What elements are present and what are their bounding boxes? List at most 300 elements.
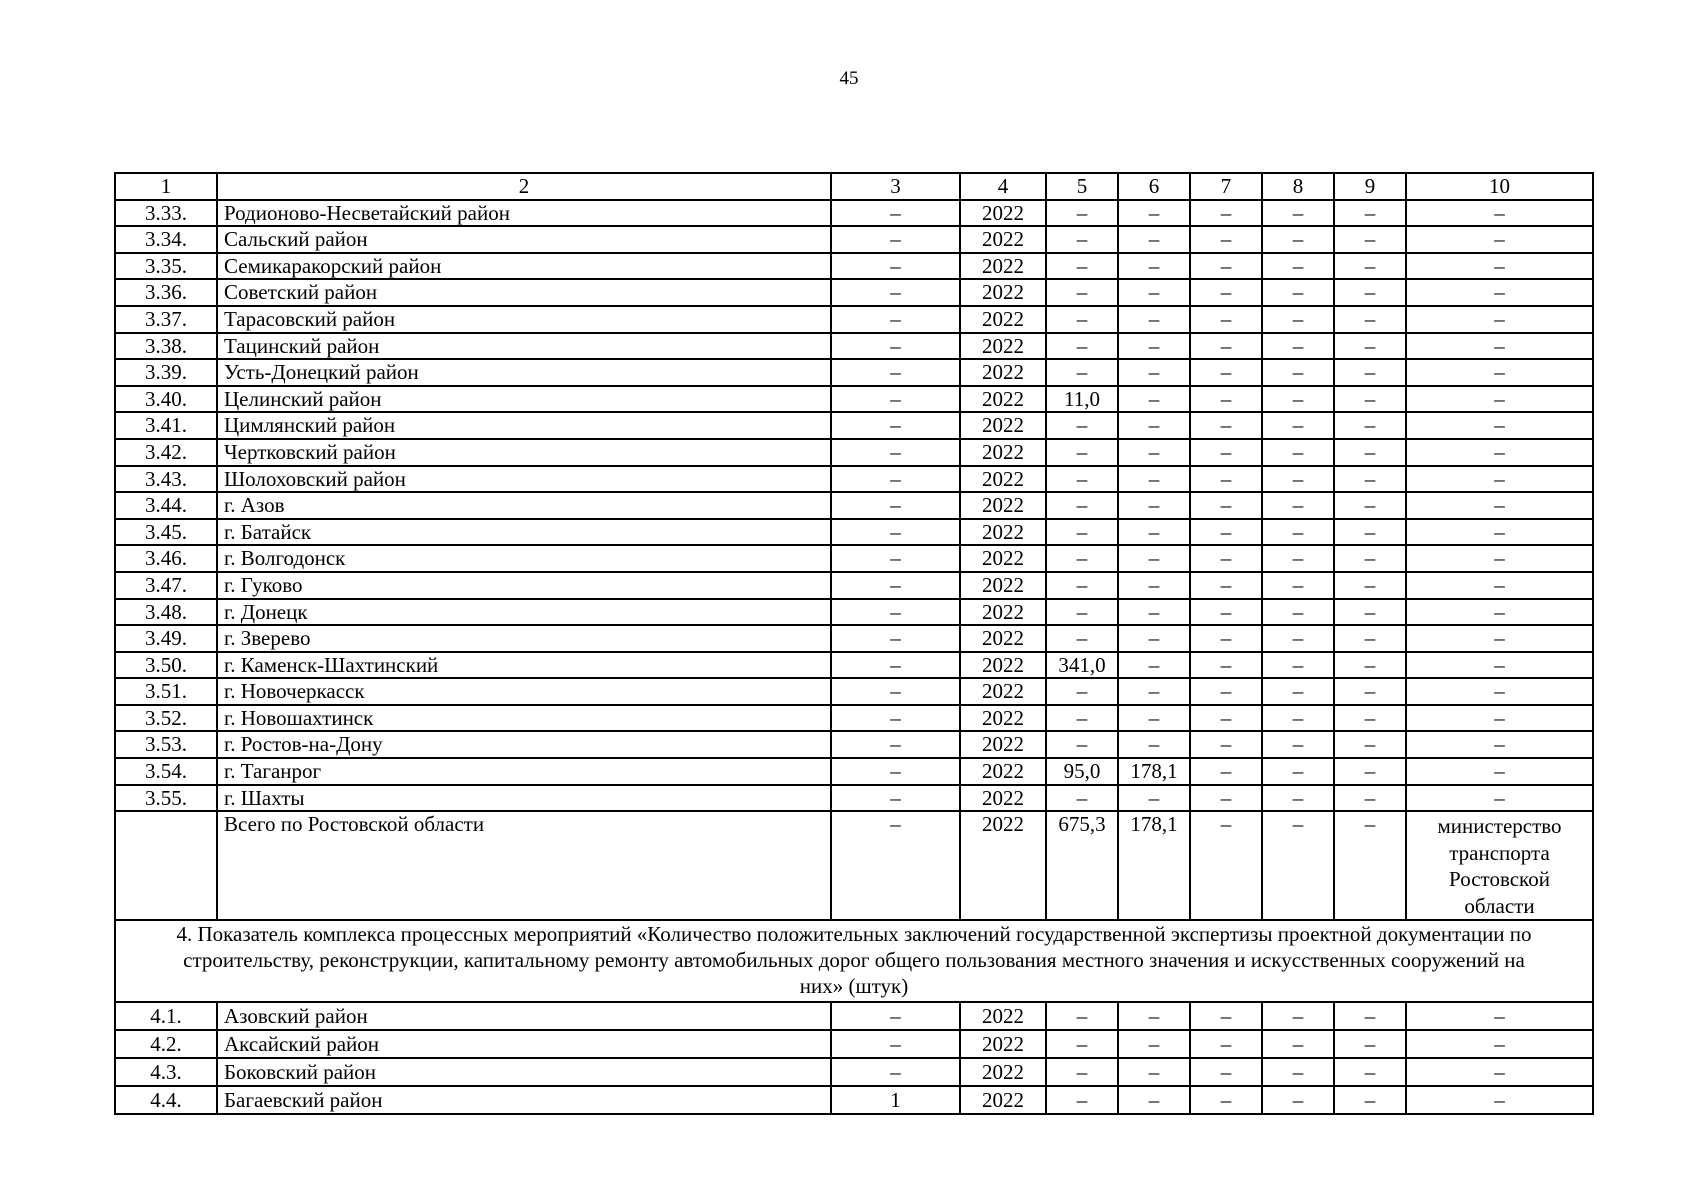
value-cell: – bbox=[1406, 625, 1593, 652]
row-number-cell: 3.51. bbox=[115, 678, 217, 705]
row-number-cell: 3.48. bbox=[115, 599, 217, 626]
value-cell: – bbox=[1118, 466, 1190, 493]
value-cell: 2022 bbox=[960, 731, 1046, 758]
page-number: 45 bbox=[839, 68, 859, 89]
value-cell: – bbox=[1046, 492, 1118, 519]
row-number-cell: 3.39. bbox=[115, 359, 217, 386]
value-cell: – bbox=[1334, 1058, 1406, 1086]
value-cell: 2022 bbox=[960, 253, 1046, 280]
value-cell: 2022 bbox=[960, 333, 1046, 360]
value-cell: – bbox=[1190, 279, 1262, 306]
value-cell: 2022 bbox=[960, 1002, 1046, 1030]
value-cell: 1 bbox=[831, 1086, 960, 1114]
value-cell: – bbox=[1262, 652, 1334, 679]
value-cell: – bbox=[1406, 519, 1593, 546]
value-cell: 2022 bbox=[960, 545, 1046, 572]
value-cell: – bbox=[831, 625, 960, 652]
value-cell: – bbox=[1334, 519, 1406, 546]
row-number-cell: 3.49. bbox=[115, 625, 217, 652]
value-cell: – bbox=[1118, 785, 1190, 812]
value-cell: – bbox=[1262, 279, 1334, 306]
value-cell: – bbox=[1406, 1002, 1593, 1030]
data-table bbox=[114, 172, 1594, 1115]
value-cell: – bbox=[1190, 731, 1262, 758]
value-cell: – bbox=[1406, 758, 1593, 785]
value-cell: – bbox=[1262, 1002, 1334, 1030]
value-cell: – bbox=[1262, 1058, 1334, 1086]
value-cell: – bbox=[1262, 705, 1334, 732]
row-number-cell: 4.2. bbox=[115, 1030, 217, 1058]
value-cell: – bbox=[1046, 785, 1118, 812]
table-row bbox=[115, 279, 1593, 306]
value-cell: – bbox=[1118, 731, 1190, 758]
value-cell: – bbox=[1046, 1030, 1118, 1058]
value-cell: – bbox=[1334, 226, 1406, 253]
total-value-cell: 178,1 bbox=[1118, 811, 1190, 920]
table-row bbox=[115, 678, 1593, 705]
value-cell: – bbox=[831, 359, 960, 386]
value-cell: 2022 bbox=[960, 200, 1046, 227]
value-cell: – bbox=[1334, 785, 1406, 812]
total-row bbox=[115, 811, 1593, 920]
value-cell: 2022 bbox=[960, 678, 1046, 705]
value-cell: 2022 bbox=[960, 705, 1046, 732]
table-body bbox=[115, 173, 1593, 1114]
value-cell: – bbox=[831, 1058, 960, 1086]
value-cell: – bbox=[1262, 439, 1334, 466]
value-cell: – bbox=[1046, 200, 1118, 227]
value-cell: – bbox=[1046, 253, 1118, 280]
value-cell: – bbox=[1118, 678, 1190, 705]
value-cell: 2022 bbox=[960, 306, 1046, 333]
value-cell: – bbox=[1046, 731, 1118, 758]
value-cell: – bbox=[831, 253, 960, 280]
header-cell: 9 bbox=[1334, 173, 1406, 200]
total-value-cell: – bbox=[1190, 811, 1262, 920]
table-row bbox=[115, 1002, 1593, 1030]
value-cell: – bbox=[1334, 572, 1406, 599]
value-cell: – bbox=[1046, 466, 1118, 493]
table-row bbox=[115, 599, 1593, 626]
value-cell: – bbox=[1046, 545, 1118, 572]
section-heading-row bbox=[115, 920, 1593, 1002]
value-cell: – bbox=[1406, 652, 1593, 679]
value-cell: – bbox=[1262, 253, 1334, 280]
table-row bbox=[115, 492, 1593, 519]
value-cell: 2022 bbox=[960, 652, 1046, 679]
value-cell: – bbox=[1118, 545, 1190, 572]
value-cell: – bbox=[1334, 466, 1406, 493]
territory-name-cell: Родионово-Несветайский район bbox=[217, 200, 831, 227]
row-number-cell: 3.47. bbox=[115, 572, 217, 599]
value-cell: – bbox=[1262, 678, 1334, 705]
value-cell: – bbox=[1118, 1086, 1190, 1114]
value-cell: – bbox=[1334, 439, 1406, 466]
value-cell: – bbox=[831, 785, 960, 812]
value-cell: – bbox=[831, 1030, 960, 1058]
value-cell: 2022 bbox=[960, 1030, 1046, 1058]
value-cell: – bbox=[1190, 652, 1262, 679]
value-cell: – bbox=[1262, 1086, 1334, 1114]
value-cell: – bbox=[1190, 758, 1262, 785]
value-cell: – bbox=[1190, 412, 1262, 439]
value-cell: – bbox=[1190, 678, 1262, 705]
value-cell: – bbox=[1190, 359, 1262, 386]
value-cell: – bbox=[1334, 731, 1406, 758]
header-cell: 3 bbox=[831, 173, 960, 200]
value-cell: – bbox=[1118, 279, 1190, 306]
value-cell: – bbox=[1046, 333, 1118, 360]
territory-name-cell: Цимлянский район bbox=[217, 412, 831, 439]
table-row bbox=[115, 359, 1593, 386]
row-number-cell: 3.53. bbox=[115, 731, 217, 758]
value-cell: – bbox=[1334, 1002, 1406, 1030]
table-row bbox=[115, 545, 1593, 572]
total-value-cell: – bbox=[831, 811, 960, 920]
row-number-cell: 4.4. bbox=[115, 1086, 217, 1114]
value-cell: – bbox=[1118, 519, 1190, 546]
row-number-cell: 3.37. bbox=[115, 306, 217, 333]
value-cell: – bbox=[1406, 731, 1593, 758]
value-cell: – bbox=[1334, 1086, 1406, 1114]
value-cell: – bbox=[1190, 705, 1262, 732]
value-cell: – bbox=[1190, 200, 1262, 227]
value-cell: – bbox=[1118, 599, 1190, 626]
value-cell: – bbox=[1262, 625, 1334, 652]
value-cell: – bbox=[1118, 439, 1190, 466]
value-cell: – bbox=[1334, 678, 1406, 705]
row-number-cell: 3.50. bbox=[115, 652, 217, 679]
table-row bbox=[115, 1086, 1593, 1114]
value-cell: – bbox=[1118, 1002, 1190, 1030]
table-row bbox=[115, 226, 1593, 253]
territory-name-cell: Тацинский район bbox=[217, 333, 831, 360]
value-cell: – bbox=[1406, 785, 1593, 812]
value-cell: – bbox=[831, 545, 960, 572]
territory-name-cell: г. Таганрог bbox=[217, 758, 831, 785]
territory-name-cell: Целинский район bbox=[217, 386, 831, 413]
territory-name-cell: Азовский район bbox=[217, 1002, 831, 1030]
value-cell: – bbox=[1406, 359, 1593, 386]
value-cell: – bbox=[1334, 359, 1406, 386]
territory-name-cell: г. Батайск bbox=[217, 519, 831, 546]
value-cell: – bbox=[1118, 333, 1190, 360]
value-cell: – bbox=[1190, 226, 1262, 253]
value-cell: – bbox=[1046, 1002, 1118, 1030]
territory-name-cell: г. Ростов-на-Дону bbox=[217, 731, 831, 758]
value-cell: – bbox=[1334, 625, 1406, 652]
value-cell: – bbox=[1406, 226, 1593, 253]
value-cell: – bbox=[1046, 705, 1118, 732]
value-cell: – bbox=[1406, 572, 1593, 599]
value-cell: – bbox=[1118, 705, 1190, 732]
table-row bbox=[115, 758, 1593, 785]
territory-name-cell: г. Донецк bbox=[217, 599, 831, 626]
header-cell: 7 bbox=[1190, 173, 1262, 200]
value-cell: – bbox=[1334, 705, 1406, 732]
value-cell: – bbox=[1406, 678, 1593, 705]
value-cell: – bbox=[1046, 519, 1118, 546]
value-cell: – bbox=[1190, 492, 1262, 519]
value-cell: – bbox=[831, 386, 960, 413]
value-cell: – bbox=[1190, 1030, 1262, 1058]
value-cell: – bbox=[1190, 439, 1262, 466]
row-number-cell: 3.46. bbox=[115, 545, 217, 572]
value-cell: 2022 bbox=[960, 1058, 1046, 1086]
value-cell: – bbox=[1334, 253, 1406, 280]
value-cell: – bbox=[831, 200, 960, 227]
value-cell: – bbox=[1334, 386, 1406, 413]
table-row bbox=[115, 200, 1593, 227]
row-number-cell: 3.45. bbox=[115, 519, 217, 546]
table-row bbox=[115, 731, 1593, 758]
value-cell: – bbox=[1334, 333, 1406, 360]
value-cell: – bbox=[831, 439, 960, 466]
table-row bbox=[115, 466, 1593, 493]
value-cell: – bbox=[1046, 226, 1118, 253]
value-cell: 2022 bbox=[960, 279, 1046, 306]
value-cell: – bbox=[1046, 625, 1118, 652]
row-number-cell: 3.36. bbox=[115, 279, 217, 306]
value-cell: – bbox=[1262, 200, 1334, 227]
value-cell: – bbox=[831, 599, 960, 626]
value-cell: 2022 bbox=[960, 572, 1046, 599]
value-cell: – bbox=[1334, 412, 1406, 439]
row-number-cell: 3.40. bbox=[115, 386, 217, 413]
value-cell: – bbox=[1190, 545, 1262, 572]
value-cell: – bbox=[1262, 599, 1334, 626]
value-cell: 2022 bbox=[960, 758, 1046, 785]
value-cell: – bbox=[1046, 359, 1118, 386]
value-cell: – bbox=[1406, 279, 1593, 306]
value-cell: 2022 bbox=[960, 1086, 1046, 1114]
value-cell: – bbox=[1334, 545, 1406, 572]
value-cell: – bbox=[1118, 572, 1190, 599]
header-cell: 5 bbox=[1046, 173, 1118, 200]
value-cell: – bbox=[1406, 599, 1593, 626]
value-cell: – bbox=[1118, 1058, 1190, 1086]
territory-name-cell: г. Каменск-Шахтинский bbox=[217, 652, 831, 679]
total-value-cell: – bbox=[1334, 811, 1406, 920]
value-cell: – bbox=[831, 731, 960, 758]
value-cell: – bbox=[831, 466, 960, 493]
value-cell: 2022 bbox=[960, 492, 1046, 519]
value-cell: – bbox=[831, 226, 960, 253]
value-cell: – bbox=[1334, 279, 1406, 306]
territory-name-cell: Семикаракорский район bbox=[217, 253, 831, 280]
value-cell: – bbox=[831, 678, 960, 705]
header-cell: 10 bbox=[1406, 173, 1593, 200]
value-cell: – bbox=[1046, 678, 1118, 705]
value-cell: 2022 bbox=[960, 599, 1046, 626]
value-cell: 2022 bbox=[960, 359, 1046, 386]
value-cell: – bbox=[1406, 333, 1593, 360]
responsible-cell: министерство транспорта Ростовской области bbox=[1406, 811, 1593, 920]
territory-name-cell: Аксайский район bbox=[217, 1030, 831, 1058]
row-number-cell: 3.55. bbox=[115, 785, 217, 812]
value-cell: – bbox=[1406, 466, 1593, 493]
row-number-cell: 3.35. bbox=[115, 253, 217, 280]
value-cell: – bbox=[1406, 386, 1593, 413]
value-cell: – bbox=[1046, 1086, 1118, 1114]
value-cell: – bbox=[1190, 306, 1262, 333]
value-cell: – bbox=[831, 1002, 960, 1030]
value-cell: – bbox=[1334, 599, 1406, 626]
value-cell: – bbox=[1190, 519, 1262, 546]
value-cell: – bbox=[831, 306, 960, 333]
value-cell: – bbox=[831, 492, 960, 519]
territory-name-cell: Багаевский район bbox=[217, 1086, 831, 1114]
row-number-cell: 3.54. bbox=[115, 758, 217, 785]
value-cell: – bbox=[1190, 1058, 1262, 1086]
value-cell: – bbox=[1046, 599, 1118, 626]
value-cell: – bbox=[1046, 439, 1118, 466]
territory-name-cell: Боковский район bbox=[217, 1058, 831, 1086]
value-cell: 178,1 bbox=[1118, 758, 1190, 785]
value-cell: – bbox=[1334, 652, 1406, 679]
row-number-cell: 3.42. bbox=[115, 439, 217, 466]
table-row bbox=[115, 785, 1593, 812]
value-cell: 2022 bbox=[960, 625, 1046, 652]
value-cell: – bbox=[1262, 492, 1334, 519]
value-cell: – bbox=[1262, 466, 1334, 493]
table-row bbox=[115, 1030, 1593, 1058]
value-cell: – bbox=[1262, 306, 1334, 333]
territory-name-cell: г. Азов bbox=[217, 492, 831, 519]
value-cell: – bbox=[1262, 572, 1334, 599]
value-cell: – bbox=[1262, 226, 1334, 253]
value-cell: – bbox=[831, 412, 960, 439]
value-cell: – bbox=[1046, 1058, 1118, 1086]
value-cell: – bbox=[1406, 1030, 1593, 1058]
value-cell: – bbox=[1190, 1002, 1262, 1030]
row-number-cell: 3.38. bbox=[115, 333, 217, 360]
value-cell: – bbox=[1046, 572, 1118, 599]
value-cell: – bbox=[1190, 386, 1262, 413]
territory-name-cell: г. Гуково bbox=[217, 572, 831, 599]
value-cell: – bbox=[1118, 306, 1190, 333]
table-row bbox=[115, 625, 1593, 652]
value-cell: – bbox=[1190, 333, 1262, 360]
value-cell: – bbox=[1406, 1058, 1593, 1086]
territory-name-cell: Сальский район bbox=[217, 226, 831, 253]
value-cell: – bbox=[1190, 572, 1262, 599]
table-header-row bbox=[115, 173, 1593, 200]
table-row bbox=[115, 652, 1593, 679]
value-cell: – bbox=[1118, 1030, 1190, 1058]
table-row bbox=[115, 412, 1593, 439]
row-number-cell: 4.3. bbox=[115, 1058, 217, 1086]
territory-name-cell: г. Новочеркасск bbox=[217, 678, 831, 705]
value-cell: – bbox=[831, 705, 960, 732]
header-cell: 8 bbox=[1262, 173, 1334, 200]
value-cell: – bbox=[1406, 412, 1593, 439]
value-cell: – bbox=[831, 279, 960, 306]
total-value-cell: 675,3 bbox=[1046, 811, 1118, 920]
empty-cell bbox=[115, 811, 217, 920]
value-cell: 95,0 bbox=[1046, 758, 1118, 785]
total-value-cell: 2022 bbox=[960, 811, 1046, 920]
value-cell: – bbox=[1406, 492, 1593, 519]
value-cell: 2022 bbox=[960, 386, 1046, 413]
value-cell: – bbox=[1334, 758, 1406, 785]
value-cell: – bbox=[1262, 333, 1334, 360]
value-cell: – bbox=[1262, 359, 1334, 386]
territory-name-cell: Шолоховский район bbox=[217, 466, 831, 493]
value-cell: – bbox=[1406, 545, 1593, 572]
territory-name-cell: г. Зверево bbox=[217, 625, 831, 652]
value-cell: – bbox=[1046, 412, 1118, 439]
territory-name-cell: Усть-Донецкий район bbox=[217, 359, 831, 386]
value-cell: – bbox=[1334, 306, 1406, 333]
value-cell: – bbox=[1118, 412, 1190, 439]
territory-name-cell: г. Волгодонск bbox=[217, 545, 831, 572]
row-number-cell: 3.52. bbox=[115, 705, 217, 732]
value-cell: 341,0 bbox=[1046, 652, 1118, 679]
row-number-cell: 3.33. bbox=[115, 200, 217, 227]
value-cell: – bbox=[1118, 652, 1190, 679]
value-cell: – bbox=[1334, 200, 1406, 227]
value-cell: – bbox=[1262, 386, 1334, 413]
territory-name-cell: г. Шахты bbox=[217, 785, 831, 812]
row-number-cell: 3.41. bbox=[115, 412, 217, 439]
value-cell: – bbox=[1046, 306, 1118, 333]
territory-name-cell: Чертковский район bbox=[217, 439, 831, 466]
territory-name-cell: г. Новошахтинск bbox=[217, 705, 831, 732]
value-cell: – bbox=[1406, 439, 1593, 466]
value-cell: 2022 bbox=[960, 785, 1046, 812]
value-cell: – bbox=[1190, 1086, 1262, 1114]
value-cell: – bbox=[1334, 1030, 1406, 1058]
table-row bbox=[115, 1058, 1593, 1086]
value-cell: – bbox=[831, 652, 960, 679]
table-row bbox=[115, 439, 1593, 466]
total-value-cell: – bbox=[1262, 811, 1334, 920]
table-row bbox=[115, 386, 1593, 413]
value-cell: – bbox=[1406, 253, 1593, 280]
value-cell: – bbox=[1118, 359, 1190, 386]
value-cell: – bbox=[1190, 466, 1262, 493]
value-cell: – bbox=[1406, 1086, 1593, 1114]
value-cell: 2022 bbox=[960, 412, 1046, 439]
table-row bbox=[115, 519, 1593, 546]
value-cell: – bbox=[831, 333, 960, 360]
total-label: Всего по Ростовской области bbox=[217, 811, 831, 920]
table-row bbox=[115, 333, 1593, 360]
value-cell: – bbox=[1262, 545, 1334, 572]
value-cell: – bbox=[831, 758, 960, 785]
value-cell: – bbox=[831, 572, 960, 599]
value-cell: 2022 bbox=[960, 439, 1046, 466]
header-cell: 2 bbox=[217, 173, 831, 200]
value-cell: – bbox=[1262, 519, 1334, 546]
header-cell: 4 bbox=[960, 173, 1046, 200]
header-cell: 1 bbox=[115, 173, 217, 200]
value-cell: – bbox=[1262, 412, 1334, 439]
row-number-cell: 3.44. bbox=[115, 492, 217, 519]
value-cell: – bbox=[1118, 253, 1190, 280]
value-cell: – bbox=[1118, 200, 1190, 227]
value-cell: – bbox=[1262, 785, 1334, 812]
territory-name-cell: Тарасовский район bbox=[217, 306, 831, 333]
value-cell: – bbox=[1334, 492, 1406, 519]
value-cell: – bbox=[1118, 625, 1190, 652]
value-cell: – bbox=[1406, 200, 1593, 227]
value-cell: – bbox=[1118, 386, 1190, 413]
table-row bbox=[115, 705, 1593, 732]
table-row bbox=[115, 572, 1593, 599]
value-cell: – bbox=[1190, 599, 1262, 626]
